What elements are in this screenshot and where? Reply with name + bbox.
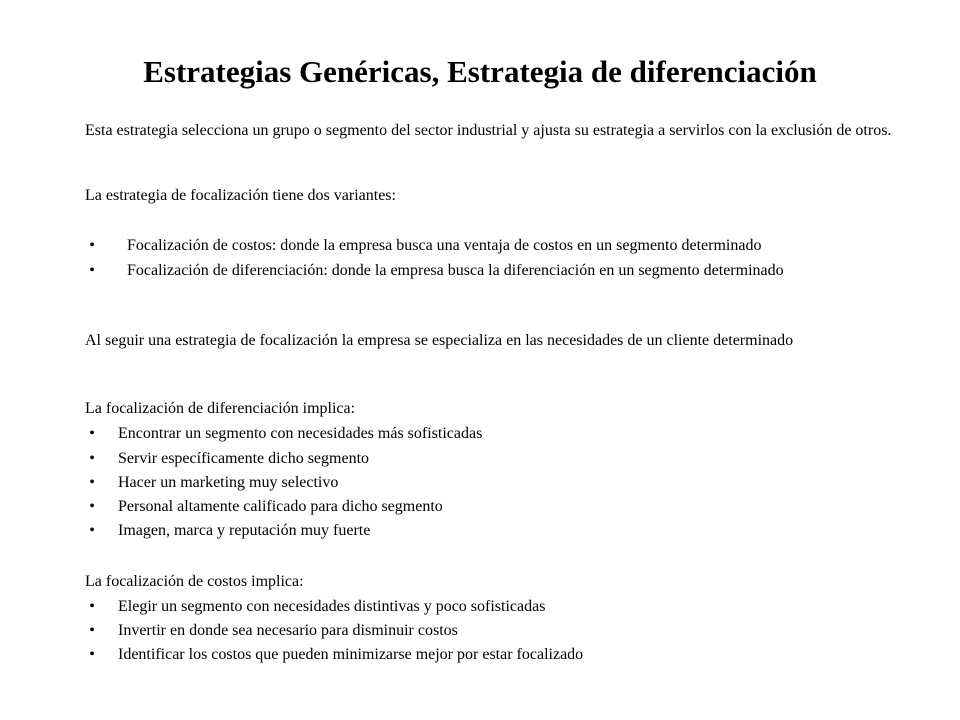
list-item	[85, 622, 875, 640]
variant-text: Focalización de diferenciación: donde la empresa busca la diferenciación en un segmento determinado	[127, 262, 784, 279]
bullet-icon: •	[89, 262, 95, 279]
bullet-icon: •	[89, 450, 95, 467]
differentiation-item-text: Imagen, marca y reputación muy fuerte	[118, 522, 371, 539]
bullet-icon: •	[89, 425, 95, 442]
bullet-icon: •	[89, 237, 95, 254]
costs-item-text: Elegir un segmento con necesidades distintivas y poco sofisticadas	[118, 598, 546, 615]
variant-text: Focalización de costos: donde la empresa busca una ventaja de costos en un segmento determinado	[127, 237, 762, 254]
differentiation-item-text: Servir específicamente dicho segmento	[118, 450, 370, 467]
list-item	[85, 474, 875, 492]
list-item	[85, 646, 875, 664]
intro-paragraph: Esta estrategia selecciona un grupo o segmento del sector industrial y ajusta su estrategia a servirlos con la exclusión de otros.	[85, 122, 892, 139]
page-title: Estrategias Genéricas, Estrategia de diferenciación	[143, 54, 817, 89]
differentiation-item-text: Hacer un marketing muy selectivo	[118, 474, 339, 491]
costs-heading: La focalización de costos implica:	[85, 573, 304, 590]
list-item	[85, 598, 875, 616]
bullet-icon: •	[89, 622, 95, 639]
specialization-paragraph: Al seguir una estrategia de focalización la empresa se especializa en las necesidades de un cliente determinado	[85, 332, 794, 349]
list-item	[85, 425, 875, 443]
list-item	[85, 450, 875, 468]
differentiation-item-text: Encontrar un segmento con necesidades más sofisticadas	[118, 425, 483, 442]
variants-heading: La estrategia de focalización tiene dos variantes:	[85, 187, 396, 204]
bullet-icon: •	[89, 598, 95, 615]
bullet-icon: •	[89, 646, 95, 663]
list-item	[85, 262, 875, 280]
list-item	[85, 522, 875, 540]
differentiation-heading: La focalización de diferenciación implica:	[85, 400, 356, 417]
list-item	[85, 237, 875, 255]
bullet-icon: •	[89, 522, 95, 539]
list-item	[85, 498, 875, 516]
bullet-icon: •	[89, 474, 95, 491]
costs-item-text: Identificar los costos que pueden minimizarse mejor por estar focalizado	[118, 646, 584, 663]
costs-item-text: Invertir en donde sea necesario para disminuir costos	[118, 622, 458, 639]
differentiation-item-text: Personal altamente calificado para dicho segmento	[118, 498, 443, 515]
bullet-icon: •	[89, 498, 95, 515]
